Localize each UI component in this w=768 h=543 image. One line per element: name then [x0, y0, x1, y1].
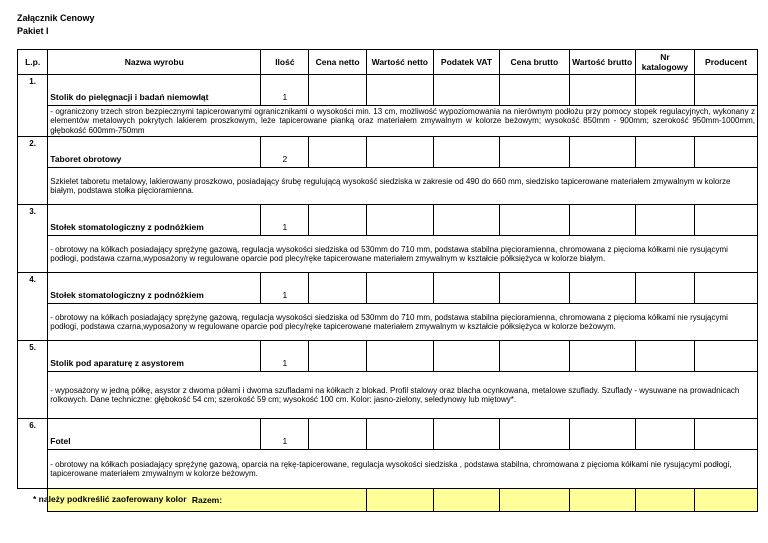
- item-name: Stolik pod aparaturę z asystorem: [48, 341, 261, 372]
- catalog-no-cell[interactable]: [635, 75, 694, 106]
- net-value-cell[interactable]: [366, 137, 433, 168]
- price-table: [17, 49, 758, 512]
- item-description: - obrotowy na kółkach posiadający sprężynę gazową, regulacja wysokości siedziska od 530mm do 710 mm, podstawa stabilna pięcioramienna, chromowana z pięcioma kółkami nie rysującymi podłogi, podstawa czarna,wyposażony w regulowane oparcie pod plecy/ręke tapicerowane materiałem zmywalnym w kształcie półksiężyca w kolorze białym.: [48, 236, 758, 273]
- header-producer: Producent: [695, 50, 758, 75]
- vat-cell[interactable]: [433, 137, 499, 168]
- total-producer-cell[interactable]: [695, 489, 758, 512]
- producer-cell[interactable]: [695, 419, 758, 450]
- gross-value-cell[interactable]: [569, 137, 635, 168]
- gross-value-cell[interactable]: [569, 75, 635, 106]
- net-value-cell[interactable]: [366, 419, 433, 450]
- gross-value-cell[interactable]: [569, 419, 635, 450]
- item-row: [18, 273, 758, 304]
- net-value-cell[interactable]: [366, 75, 433, 106]
- gross-price-cell[interactable]: [500, 273, 570, 304]
- total-gross-price-cell[interactable]: [500, 489, 570, 512]
- gross-value-cell[interactable]: [569, 341, 635, 372]
- catalog-no-cell[interactable]: [635, 419, 694, 450]
- item-qty: 1: [261, 75, 309, 106]
- document-title: Załącznik Cenowy: [17, 13, 95, 23]
- item-name: Stołek stomatologiczny z podnóżkiem: [48, 273, 261, 304]
- producer-cell[interactable]: [695, 137, 758, 168]
- item-name: Taboret obrotowy: [48, 137, 261, 168]
- net-price-cell[interactable]: [309, 75, 366, 106]
- total-vat-cell[interactable]: [433, 489, 499, 512]
- vat-cell[interactable]: [433, 341, 499, 372]
- producer-cell[interactable]: [695, 205, 758, 236]
- header-lp: L.p.: [18, 50, 48, 75]
- producer-cell[interactable]: [695, 273, 758, 304]
- gross-value-cell[interactable]: [569, 273, 635, 304]
- item-lp: 3.: [18, 205, 48, 236]
- item-qty: 2: [261, 137, 309, 168]
- item-qty: 1: [261, 205, 309, 236]
- header-net-price: Cena netto: [309, 50, 366, 75]
- item-qty: 1: [261, 273, 309, 304]
- item-qty: 1: [261, 419, 309, 450]
- vat-cell[interactable]: [433, 419, 499, 450]
- item-description: - obrotowy na kółkach posiadający sprężynę gazową, oparcia na rękę-tapicerowane, regulacja wysokości siedziska , podstawa stabilna, chromowana z pięcioma kółkami nie rysującymi podłogi, tapicerowane materiałem zmywalnym w kolorze beżowym.: [48, 450, 758, 489]
- catalog-no-cell[interactable]: [635, 205, 694, 236]
- item-description-row: [18, 450, 758, 489]
- gross-price-cell[interactable]: [500, 205, 570, 236]
- header-vat: Podatek VAT: [433, 50, 499, 75]
- header-catalog-no: Nr katalogowy: [635, 50, 694, 75]
- footnote: * należy podkreślić zaoferowany kolor: [33, 494, 187, 504]
- header-name: Nazwa wyrobu: [48, 50, 261, 75]
- total-net-value-cell[interactable]: [366, 489, 433, 512]
- total-label: Razem:: [48, 489, 366, 512]
- item-row: [18, 205, 758, 236]
- vat-cell[interactable]: [433, 205, 499, 236]
- net-price-cell[interactable]: [309, 419, 366, 450]
- vat-cell[interactable]: [433, 273, 499, 304]
- item-lp: 5.: [18, 341, 48, 372]
- item-description-row: [18, 106, 758, 137]
- item-lp: 1.: [18, 75, 48, 106]
- header-gross-price: Cena brutto: [500, 50, 570, 75]
- net-value-cell[interactable]: [366, 205, 433, 236]
- item-row: [18, 341, 758, 372]
- total-catalog-cell[interactable]: [635, 489, 694, 512]
- item-lp: 4.: [18, 273, 48, 304]
- catalog-no-cell[interactable]: [635, 137, 694, 168]
- net-value-cell[interactable]: [366, 273, 433, 304]
- item-description-row: [18, 168, 758, 205]
- item-description: - wyposażony w jedną półkę, asystor z dwoma półami i dwoma szufladami na kółkach z blokad. Profil stalowy oraz blacha ocynkowana, metalowe szuflady. Szuflady - wysuwane na prowadnicach rolkowych. Dane techniczne: głębokość 54 cm; szerokość 59 cm; wysokość 100 cm. Kolor: jasno-zielony, seledynowy lub miętowy*.: [48, 372, 758, 419]
- item-row: [18, 75, 758, 106]
- gross-price-cell[interactable]: [500, 75, 570, 106]
- item-name: Fotel: [48, 419, 261, 450]
- item-description: - ograniczony trzech stron bezpiecznymi tapicerowanymi ogranicznikami o wysokości min. 13 cm, możliwość wypoziomowania na nierównym podłożu przy pomocy stopek regulacyjnych, wykonany z elementów metalowych pokrytych lakierem proszkowym, leże tapicerowane pianką oraz materiałem zmywalnym w kolorze beżowym; wysokość 850mm - 900mm; szerokość 950mm-1000mm, głębokość 600mm-750mm: [48, 106, 758, 137]
- header-qty: Ilość: [261, 50, 309, 75]
- producer-cell[interactable]: [695, 75, 758, 106]
- header-gross-value: Wartość brutto: [569, 50, 635, 75]
- item-qty: 1: [261, 341, 309, 372]
- net-price-cell[interactable]: [309, 341, 366, 372]
- header-net-value: Wartość netto: [366, 50, 433, 75]
- gross-price-cell[interactable]: [500, 137, 570, 168]
- net-price-cell[interactable]: [309, 273, 366, 304]
- gross-price-cell[interactable]: [500, 419, 570, 450]
- catalog-no-cell[interactable]: [635, 341, 694, 372]
- item-lp: 6.: [18, 419, 48, 450]
- net-price-cell[interactable]: [309, 137, 366, 168]
- vat-cell[interactable]: [433, 75, 499, 106]
- item-row: [18, 419, 758, 450]
- item-name: Stołek stomatologiczny z podnóżkiem: [48, 205, 261, 236]
- net-value-cell[interactable]: [366, 341, 433, 372]
- item-name: Stolik do pielęgnacji i badań niemowląt: [48, 75, 261, 106]
- item-description-row: [18, 236, 758, 273]
- item-description-row: [18, 304, 758, 341]
- item-description: Szkielet taboretu metalowy, lakierowany proszkowo, posiadający śrubę regulującą wysokość siedziska w zakresie od 490 do 660 mm, siedzisko tapicerowane materiałem zmywalnym w kolorze białym, podstawa stołka pięcioramienna.: [48, 168, 758, 205]
- producer-cell[interactable]: [695, 341, 758, 372]
- item-row: [18, 137, 758, 168]
- gross-value-cell[interactable]: [569, 205, 635, 236]
- gross-price-cell[interactable]: [500, 341, 570, 372]
- item-description-row: [18, 372, 758, 419]
- item-lp: 2.: [18, 137, 48, 168]
- catalog-no-cell[interactable]: [635, 273, 694, 304]
- table-header-row: [18, 50, 758, 75]
- net-price-cell[interactable]: [309, 205, 366, 236]
- total-gross-value-cell[interactable]: [569, 489, 635, 512]
- package-subtitle: Pakiet I: [17, 26, 49, 36]
- item-description: - obrotowy na kółkach posiadający sprężynę gazową, regulacja wysokości siedziska od 530mm do 710 mm, podstawa stabilna pięcioramienna, chromowana z pięcioma kółkami nie rysującymi podłogi, podstawa czarna,wyposażony w regulowane oparcie pod plecy/ręke tapicerowane materiałem zmywalnym w kształcie półksiężyca w kolorze beżowym.: [48, 304, 758, 341]
